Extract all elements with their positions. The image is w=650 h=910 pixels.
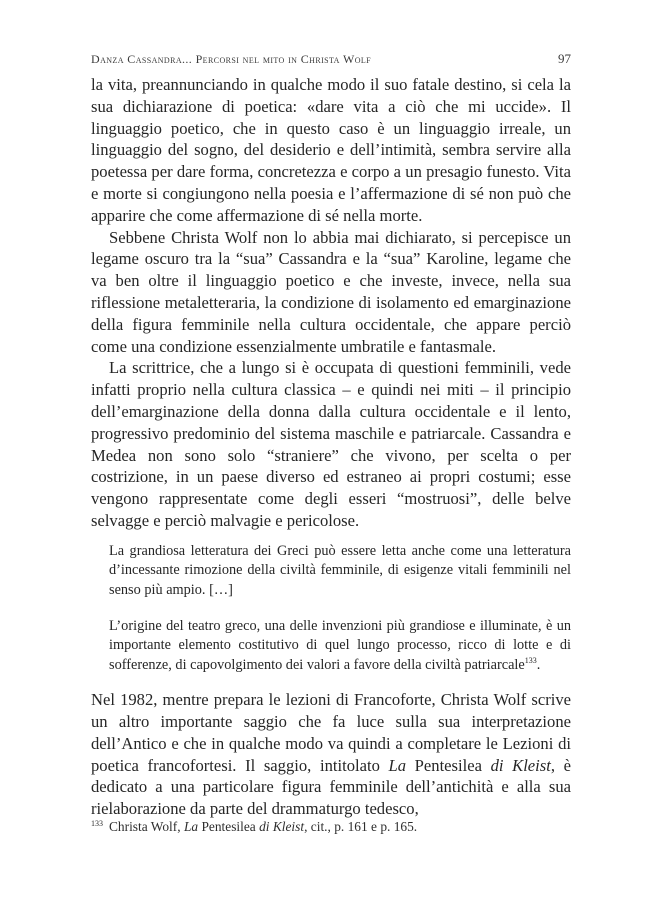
main-text: [91, 74, 571, 820]
paragraph-4-title-kleist: di Kleist: [490, 755, 551, 775]
paragraph-4-title-la: La: [388, 755, 407, 775]
quote-paragraph-2-text: L’origine del teatro greco, una delle invenzioni più grandiose e illuminate, è un importante elemento costitutivo di quel lungo processo, ricco di lotte e di sofferenze, di capovolgimento dei valori a favore della civiltà patriarcale: [109, 617, 571, 673]
quote-paragraph-1: La grandiosa letteratura dei Greci può essere letta anche come una letteratura d’incessante rimozione della civiltà femminile, di esigenze vitali femminili nel senso più ampio. […]: [109, 542, 571, 598]
paragraph-2: Sebbene Christa Wolf non lo abbia mai dichiarato, si percepisce un legame oscuro tra la “sua” Cassandra e la “sua” Karoline, legame che va ben oltre il linguaggio poetico e che investe, invece, nella sua riflessione metaletteraria, la condizione di isolamento ed emarginazione della figura femminile nella cultura occidentale, che appare perciò come una condizione essenzialmente umbratile e fantasmale.: [91, 227, 571, 356]
footnote-title-pentesilea: Pentesilea: [198, 819, 260, 834]
paragraph-4-part-c: , è dedicato a una particolare figura femminile dell’antichità e alla sua rielaborazione da parte del drammaturgo tedesco,: [91, 755, 572, 819]
paragraph-4: [91, 689, 571, 820]
block-quote: [109, 542, 571, 675]
paragraph-4-part-a: Nel 1982, mentre prepara le lezioni di Francoforte, Christa Wolf scrive un altro importante saggio che fa luce sulla sua interpretazione dell’Antico e che in qualche modo va quindi a completare le Lezioni di poetica francofortesi. Il saggio, intitolato: [91, 690, 571, 775]
footnote: [91, 818, 571, 836]
running-header: [91, 51, 571, 67]
quote-paragraph-2: L’origine del teatro greco, una delle invenzioni più grandiose e illuminate, è un importante elemento costitutivo di quel lungo processo, ricco di lotte e di sofferenze, di capovolgimento dei valori a favore della civiltà patriarcale$^{133}$.: [109, 617, 571, 673]
paragraph-3: La scrittrice, che a lungo si è occupata di questioni femminili, vede infatti proprio nella cultura classica – e quindi nei miti – il principio dell’emarginazione della donna dalla cultura occidentale e il lento, progressivo predominio del sistema maschile e patriarcale. Cassandra e Medea non sono solo “straniere” che vivono, per scelta o per costrizione, in un paese diverso ed estraneo ai propri costumi; esse vengono rappresentate come degli esseri “mostruosi”, delle belve selvagge e perciò malvagie e pericolose.: [91, 358, 571, 530]
footnote-citation: , cit., p. 161 e p. 165.: [304, 819, 418, 834]
paragraph-1: la vita, preannunciando in qualche modo il suo fatale destino, si cela la sua dichiarazione di poetica: «dare vita a ciò che mi uccide». Il linguaggio poetico, che in questo caso è un linguaggio irreale, un linguaggio del sogno, del desiderio e dell’intimità, sembra servire alla poetessa per dare forma, concretezza e corpo a un presagio funesto. Vita e morte si congiungono nella poesia e l’affermazione di sé non può che apparire che come affermazione di sé nella morte.: [91, 75, 571, 225]
page-number: 97: [558, 51, 571, 66]
running-title: Danza Cassandra... Percorsi nel mito in Christa Wolf: [91, 52, 372, 66]
footnote-marker: 133: [91, 818, 103, 828]
footnote-author: Christa Wolf,: [109, 819, 184, 834]
footnote-reference: 133: [524, 656, 537, 665]
paragraph-4-title-pentesilea: Pentesilea: [406, 755, 491, 775]
footnote-title-la: La: [183, 819, 199, 834]
footnote-title-kleist: di Kleist: [259, 819, 305, 834]
